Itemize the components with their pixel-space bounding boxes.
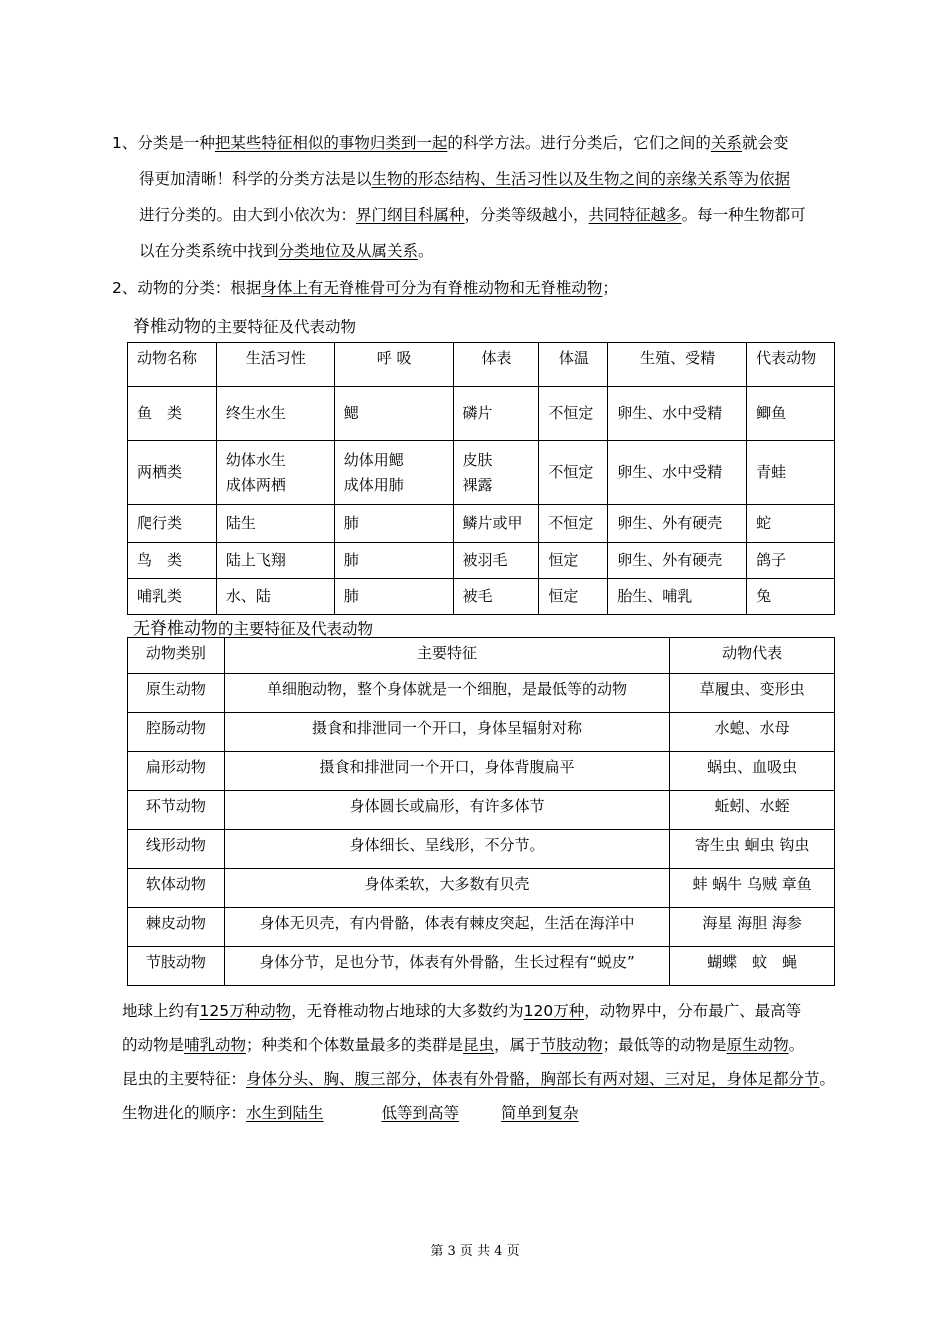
- table-cell: 不恒定: [539, 505, 608, 543]
- table-row: [128, 713, 835, 752]
- text: 进行分类的。由大到小依次为：: [139, 206, 357, 224]
- table-cell: 扁形动物: [128, 752, 225, 791]
- table-cell: 寄生虫 蛔虫 钩虫: [670, 830, 835, 869]
- para-line: [112, 161, 840, 197]
- table-row: [128, 752, 835, 791]
- table-cell: 鱼 类: [128, 387, 217, 441]
- text: 以在分类系统中找到: [139, 242, 279, 260]
- table-cell: 肺: [334, 579, 453, 615]
- header-cell: 动物名称: [128, 343, 217, 387]
- table-cell: 身体柔软，大多数有贝壳: [224, 869, 669, 908]
- table-cell: 卵生、水中受精: [608, 441, 747, 505]
- text: 的科学方法。进行分类后，它们之间的: [447, 134, 711, 152]
- table-cell: 胎生、哺乳: [608, 579, 747, 615]
- table-cell: 单细胞动物，整个身体就是一个细胞，是最低等的动物: [224, 674, 669, 713]
- table-cell: 软体动物: [128, 869, 225, 908]
- header-cell: 体温: [539, 343, 608, 387]
- table-cell: 幼体用鳃 成体用肺: [334, 441, 453, 505]
- table-row: [128, 908, 835, 947]
- item-number: 2、: [112, 279, 138, 297]
- table-cell: 卵生、水中受精: [608, 387, 747, 441]
- table-cell: 节肢动物: [128, 947, 225, 986]
- text: ；: [602, 279, 618, 297]
- summary-block: [122, 994, 842, 1130]
- underlined-text: 昆虫: [463, 1036, 495, 1054]
- underlined-text: 原生动物: [726, 1036, 789, 1054]
- table-cell: 肺: [334, 505, 453, 543]
- table-header-row: [128, 343, 835, 387]
- text: 的动物是: [122, 1036, 185, 1054]
- table-cell: 鳞片或甲: [453, 505, 539, 543]
- header-cell: 代表动物: [747, 343, 835, 387]
- vertebrate-table: [127, 342, 835, 615]
- text: 就会变: [741, 134, 789, 152]
- text: 生物进化的顺序：: [122, 1104, 247, 1122]
- underlined-text: 身体上有无脊椎骨可分为有脊椎动物和无脊椎动物: [261, 279, 603, 297]
- underlined-text: 120万种: [523, 1002, 585, 1020]
- table-cell: 被毛: [453, 579, 539, 615]
- table-cell: 水螅、水母: [670, 713, 835, 752]
- page-footer: 第 3 页 共 4 页: [430, 1244, 520, 1259]
- text: ，属于: [494, 1036, 541, 1054]
- table-cell: 摄食和排泄同一个开口，身体呈辐射对称: [224, 713, 669, 752]
- table-row: [128, 674, 835, 713]
- underlined-text: 生物的形态结构、生活习性以及生物之间的亲缘关系等为依据: [371, 170, 791, 188]
- header-cell: 动物代表: [670, 638, 835, 674]
- underlined-text: 共同特征越多: [588, 206, 682, 224]
- underlined-text: 节肢动物: [540, 1036, 603, 1054]
- table-cell: 海星 海胆 海参: [670, 908, 835, 947]
- table-cell: 蚯蚓、水蛭: [670, 791, 835, 830]
- table-cell: 摄食和排泄同一个开口，身体背腹扁平: [224, 752, 669, 791]
- summary-line: [122, 1062, 842, 1096]
- underlined-text: 简单到复杂: [501, 1104, 579, 1122]
- summary-line: [122, 994, 842, 1028]
- classification-paragraph: [112, 125, 840, 269]
- text: 得更加清晰！科学的分类方法是以: [139, 170, 372, 188]
- text: 动物的分类：根据: [137, 279, 262, 297]
- header-cell: 体表: [453, 343, 539, 387]
- table-cell: 环节动物: [128, 791, 225, 830]
- underlined-text: 分类地位及从属关系: [278, 242, 419, 260]
- table-row: [128, 387, 835, 441]
- underlined-text: 低等到高等: [381, 1104, 460, 1122]
- para-line: [112, 233, 840, 269]
- animal-classification-paragraph: [112, 270, 840, 306]
- table-header-row: [128, 638, 835, 674]
- text: 。: [819, 1070, 836, 1088]
- underlined-text: 身体分头、胸、腹三部分，体表有外骨骼，胸部长有两对翅、三对足，身体足都分节: [246, 1070, 820, 1088]
- text: ；最低等的动物是: [602, 1036, 727, 1054]
- table-cell: 线形动物: [128, 830, 225, 869]
- table-cell: 陆生: [216, 505, 334, 543]
- table-cell: 卵生、外有硬壳: [608, 505, 747, 543]
- header-cell: 生殖、受精: [608, 343, 747, 387]
- table-cell: 陆上飞翔: [216, 543, 334, 579]
- text: 地球上约有: [122, 1002, 200, 1020]
- table-row: [128, 441, 835, 505]
- table-cell: 身体无贝壳，有内骨骼，体表有棘皮突起，生活在海洋中: [224, 908, 669, 947]
- header-cell: 主要特征: [224, 638, 669, 674]
- table-cell: 水、陆: [216, 579, 334, 615]
- table-cell: 腔肠动物: [128, 713, 225, 752]
- table-cell: 恒定: [539, 579, 608, 615]
- table-cell: 蚌 蜗牛 乌贼 章鱼: [670, 869, 835, 908]
- summary-line: [122, 1028, 842, 1062]
- underlined-text: 哺乳动物: [184, 1036, 247, 1054]
- underlined-text: 水生到陆生: [246, 1104, 324, 1122]
- para-line: [112, 197, 840, 233]
- table-cell: 蜗虫、血吸虫: [670, 752, 835, 791]
- summary-line: [122, 1096, 842, 1130]
- header-cell: 生活习性: [216, 343, 334, 387]
- table-cell: 蛇: [747, 505, 835, 543]
- underlined-text: 界门纲目科属种: [356, 206, 465, 224]
- table-cell: 鳃: [334, 387, 453, 441]
- text: 昆虫的主要特征：: [122, 1070, 247, 1088]
- title-rest: 的主要特征及代表动物: [201, 318, 357, 336]
- text: ，分类等级越小，: [464, 206, 589, 224]
- invertebrate-table-title: [133, 614, 373, 639]
- table-cell: 身体细长、呈线形，不分节。: [224, 830, 669, 869]
- title-strong: 无脊椎动物: [133, 619, 218, 639]
- table-cell: 鸟 类: [128, 543, 217, 579]
- table-cell: 终生水生: [216, 387, 334, 441]
- table-row: [128, 579, 835, 615]
- table-row: [128, 543, 835, 579]
- table-cell: 被羽毛: [453, 543, 539, 579]
- table-cell: 恒定: [539, 543, 608, 579]
- table-cell: 蝴蝶 蚊 蝇: [670, 947, 835, 986]
- title-strong: 脊椎动物: [133, 317, 201, 337]
- table-cell: 身体分节，足也分节，体表有外骨骼，生长过程有“蜕皮”: [224, 947, 669, 986]
- text: 。: [788, 1036, 805, 1054]
- underlined-text: 125万种动物: [199, 1002, 292, 1020]
- text: ，动物界中，分布最广、最高等: [584, 1002, 802, 1020]
- para-line: [112, 125, 840, 161]
- table-cell: 鲫鱼: [747, 387, 835, 441]
- text: 。每一种生物都可: [681, 206, 806, 224]
- table-row: [128, 505, 835, 543]
- table-cell: 不恒定: [539, 441, 608, 505]
- underlined-text: 把某些特征相似的事物归类到一起: [214, 134, 448, 152]
- table-cell: 兔: [747, 579, 835, 615]
- table-cell: 爬行类: [128, 505, 217, 543]
- vertebrate-table-title: [133, 312, 356, 337]
- table-cell: 卵生、外有硬壳: [608, 543, 747, 579]
- item-number: 1、: [112, 134, 138, 152]
- text: ；种类和个体数量最多的类群是: [246, 1036, 464, 1054]
- title-rest: 的主要特征及代表动物: [218, 620, 374, 638]
- text: ，无脊椎动物占地球的大多数约为: [291, 1002, 524, 1020]
- table-cell: 原生动物: [128, 674, 225, 713]
- text: 分类是一种: [137, 134, 215, 152]
- invertebrate-table: [127, 637, 835, 986]
- table-cell: 磷片: [453, 387, 539, 441]
- table-cell: 青蛙: [747, 441, 835, 505]
- table-cell: 哺乳类: [128, 579, 217, 615]
- table-cell: 皮肤 裸露: [453, 441, 539, 505]
- table-cell: 身体圆长或扁形，有许多体节: [224, 791, 669, 830]
- table-cell: 草履虫、变形虫: [670, 674, 835, 713]
- table-row: [128, 947, 835, 986]
- table-cell: 幼体水生 成体两栖: [216, 441, 334, 505]
- table-cell: 不恒定: [539, 387, 608, 441]
- header-cell: 动物类别: [128, 638, 225, 674]
- table-cell: 棘皮动物: [128, 908, 225, 947]
- table-cell: 鸽子: [747, 543, 835, 579]
- table-row: [128, 791, 835, 830]
- underlined-text: 关系: [710, 134, 742, 152]
- table-cell: 两栖类: [128, 441, 217, 505]
- table-row: [128, 869, 835, 908]
- header-cell: 呼 吸: [334, 343, 453, 387]
- table-cell: 肺: [334, 543, 453, 579]
- text: 。: [418, 242, 434, 260]
- table-row: [128, 830, 835, 869]
